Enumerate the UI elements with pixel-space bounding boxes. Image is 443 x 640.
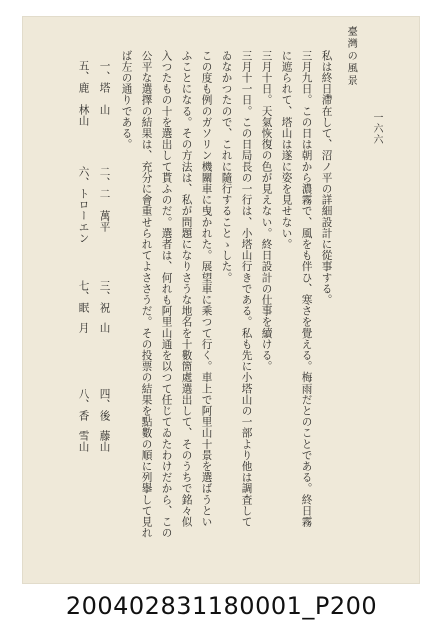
list-item-number: 四、後: [98, 388, 111, 422]
body-line: 私は終日滯在して、沼ノ平の詳細設計に從事する。: [320, 50, 333, 306]
list-item-number: 一、塔: [98, 60, 111, 94]
list-item-name: 山: [98, 104, 111, 116]
body-line: この度も例のガソリン機關車に曳かれた。展望車に乘つて行く。車上で阿里山十景を選ばうとい: [200, 50, 213, 528]
list-item-number: 三、祝: [98, 280, 111, 314]
body-line: 入つたもの十を選出して貰ふのだ。選者は、何れも阿里山通を以つて任じてゐたわけだから、この: [160, 50, 173, 539]
body-line: ば左の通りである。: [120, 50, 133, 150]
body-line: 三月十日。天氣恢復の色が見えない。終日設計の仕事を續ける。: [260, 50, 273, 372]
body-line: ゐなかつたので、これに隨行することゝした。: [220, 50, 233, 284]
list-item-name: 藤山: [98, 430, 111, 453]
body-line: 三月十一日。この日局長の一行は、小塔山行きである。私も先に小塔山の一部より他は調査して: [240, 50, 253, 528]
list-item-number: 五、鹿: [77, 60, 90, 94]
image-id-caption: 200402831180001_P200: [65, 592, 378, 620]
body-line: に遮られて、塔山は遂に姿を見せない。: [280, 50, 293, 250]
running-header: 臺灣の風景: [345, 26, 357, 87]
body-line: 三月九日。この日は朝から濃霧で、風をも伴ひ、寒さを覺える。梅雨だとのことである。終日霧: [300, 50, 313, 528]
list-item-name: 林山: [77, 104, 90, 127]
list-item-name: 山: [98, 322, 111, 334]
page-number: 一六六: [371, 112, 382, 145]
body-line: 公平な選擇の結果は、充分に會重せられてよささうだ。その投票の結果を點數の順に列擧して見れ: [140, 50, 153, 539]
list-item-number: 二、二: [98, 166, 111, 200]
list-item-name: 雪山: [77, 430, 90, 453]
list-item-number: 七、眠: [77, 280, 90, 314]
list-item-number: 八、香: [77, 388, 90, 422]
list-item-name: 六、トローエン: [77, 166, 90, 244]
list-item-name: 萬平: [98, 210, 111, 233]
list-item-name: 月: [77, 322, 90, 334]
book-page: [22, 16, 420, 584]
body-line: ふことになる。その方法は、私が問題になりさうな地名を十數箇處選出して、そのうちで銘々似: [180, 50, 193, 528]
